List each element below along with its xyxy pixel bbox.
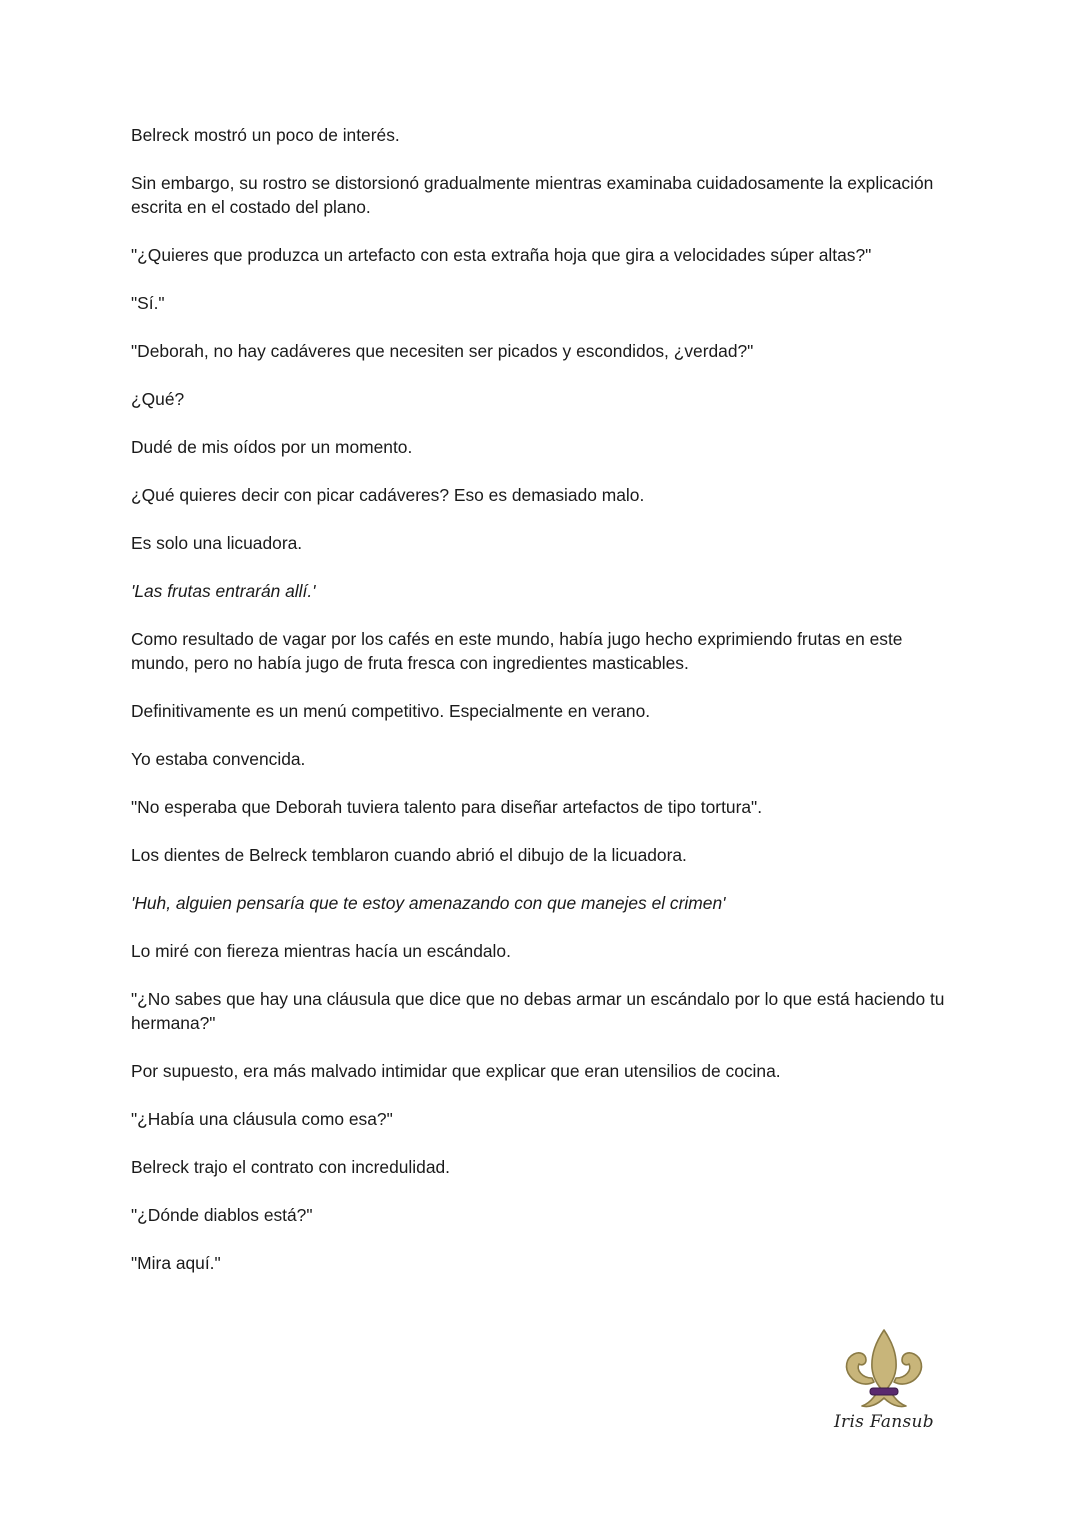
paragraph: "Sí." <box>131 293 165 313</box>
paragraph: ¿Qué? <box>131 389 185 409</box>
paragraph: "Deborah, no hay cadáveres que necesiten ser picados y escondidos, ¿verdad?" <box>131 341 754 361</box>
paragraph: "¿Dónde diablos está?" <box>131 1205 313 1225</box>
watermark-label: Iris Fansub <box>834 1412 934 1432</box>
italic-paragraph: 'Huh, alguien pensaría que te estoy amenazando con que manejes el crimen' <box>131 893 726 913</box>
paragraph: "¿No sabes que hay una cláusula que dice que no debas armar un escándalo por lo que está haciendo tu hermana?" <box>131 989 945 1033</box>
paragraph: Definitivamente es un menú competitivo. Especialmente en verano. <box>131 701 651 721</box>
paragraph: "Mira aquí." <box>131 1253 221 1273</box>
paragraph: "¿Quieres que produzca un artefacto con esta extraña hoja que gira a velocidades súper altas?" <box>131 245 872 265</box>
paragraph: Belreck trajo el contrato con incredulidad. <box>131 1157 451 1177</box>
document-body <box>131 123 951 1299</box>
paragraph: Yo estaba convencida. <box>131 749 306 769</box>
paragraph: Sin embargo, su rostro se distorsionó gradualmente mientras examinaba cuidadosamente la explicación escrita en el costado del plano. <box>131 173 934 217</box>
watermark-logo <box>832 1326 936 1438</box>
fleur-de-lis-icon <box>832 1326 936 1410</box>
paragraph: Los dientes de Belreck temblaron cuando abrió el dibujo de la licuadora. <box>131 845 687 865</box>
paragraph: Belreck mostró un poco de interés. <box>131 125 400 145</box>
paragraph: Es solo una licuadora. <box>131 533 303 553</box>
paragraph: Dudé de mis oídos por un momento. <box>131 437 413 457</box>
paragraph: Por supuesto, era más malvado intimidar que explicar que eran utensilios de cocina. <box>131 1061 781 1081</box>
paragraph: Como resultado de vagar por los cafés en este mundo, había jugo hecho exprimiendo frutas en este mundo, pero no había jugo de fruta fresca con ingredientes masticables. <box>131 629 903 673</box>
paragraph: "No esperaba que Deborah tuviera talento para diseñar artefactos de tipo tortura". <box>131 797 763 817</box>
italic-paragraph: 'Las frutas entrarán allí.' <box>131 581 316 601</box>
paragraph: "¿Había una cláusula como esa?" <box>131 1109 393 1129</box>
paragraph: ¿Qué quieres decir con picar cadáveres? Eso es demasiado malo. <box>131 485 645 505</box>
paragraph: Lo miré con fiereza mientras hacía un escándalo. <box>131 941 511 961</box>
